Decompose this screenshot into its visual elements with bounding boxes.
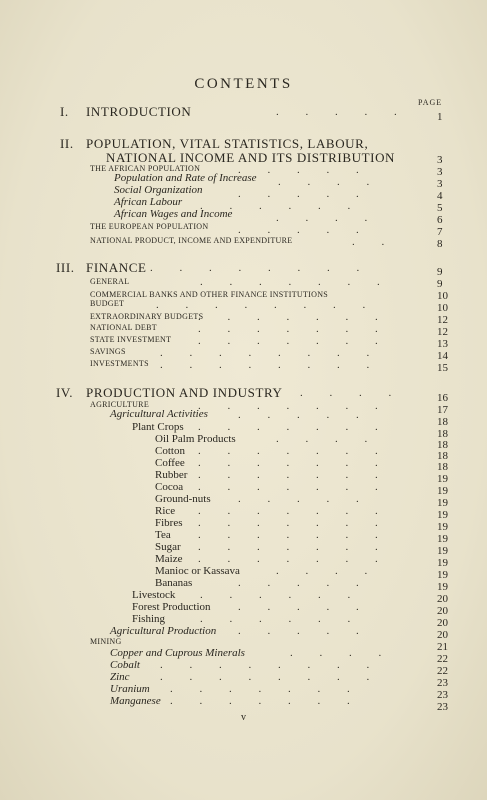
leader-dots: . . . . bbox=[290, 647, 394, 659]
leader-dots: . . . . . . . . bbox=[160, 359, 382, 371]
leader-dots: . . . . . . . bbox=[198, 469, 390, 481]
toc-entry: BUDGET bbox=[90, 299, 125, 308]
page-number: 12 bbox=[437, 314, 448, 326]
page-number: 19 bbox=[437, 545, 448, 557]
leader-dots: . . . . . . . bbox=[198, 529, 390, 541]
toc-entry: Uranium bbox=[110, 683, 150, 695]
toc-entry: THE EUROPEAN POPULATION bbox=[90, 222, 209, 231]
toc-entry: Plant Crops bbox=[132, 421, 184, 433]
toc-entry: Agricultural Activities bbox=[110, 408, 208, 420]
toc-entry: Ground-nuts bbox=[155, 493, 211, 505]
page-number: 20 bbox=[437, 617, 448, 629]
contents-title: CONTENTS bbox=[194, 76, 293, 92]
toc-entry: Coffee bbox=[155, 457, 185, 469]
leader-dots: . . . . bbox=[276, 433, 380, 445]
toc-entry: Manganese bbox=[110, 695, 161, 707]
page-number: 22 bbox=[437, 653, 448, 665]
page-number: 18 bbox=[437, 450, 448, 462]
toc-entry: Livestock bbox=[132, 589, 176, 601]
page-number: 5 bbox=[437, 202, 443, 214]
toc-entry: COMMERCIAL BANKS AND OTHER FINANCE INSTITUTIONS bbox=[90, 290, 329, 299]
toc-entry: Population and Rate of Increase bbox=[114, 172, 257, 184]
page-number: 10 bbox=[437, 302, 448, 314]
page-number: 22 bbox=[437, 665, 448, 677]
toc-entry: Maize bbox=[155, 553, 183, 565]
toc-entry: Agricultural Production bbox=[110, 625, 217, 637]
toc-entry: Oil Palm Products bbox=[155, 433, 236, 445]
toc-entry: AGRICULTURE bbox=[90, 400, 150, 409]
toc-entry: Fishing bbox=[132, 613, 166, 625]
page-number: 18 bbox=[437, 439, 448, 451]
leader-dots: . . . . . bbox=[238, 409, 371, 421]
leader-dots: . . . . . . . bbox=[198, 335, 390, 347]
leader-dots: . . . . . bbox=[238, 601, 371, 613]
section-title-line2: NATIONAL INCOME AND ITS DISTRIBUTION bbox=[106, 150, 396, 165]
section-title: POPULATION, VITAL STATISTICS, LABOUR, bbox=[86, 136, 369, 151]
toc-entry: Forest Production bbox=[132, 601, 211, 613]
leader-dots: . . . . . . . . bbox=[160, 659, 382, 671]
page-number: 4 bbox=[437, 190, 443, 202]
leader-dots: . . . . . . . . bbox=[160, 347, 382, 359]
leader-dots: . . . . . bbox=[238, 577, 371, 589]
page-number: 20 bbox=[437, 629, 448, 641]
page-number: 19 bbox=[437, 569, 448, 581]
leader-dots: . . . . . . bbox=[200, 613, 363, 625]
leader-dots: . . . . . . . bbox=[198, 505, 390, 517]
page-number: 23 bbox=[437, 701, 448, 713]
toc-entry: NATIONAL DEBT bbox=[90, 323, 157, 332]
page-number: 19 bbox=[437, 521, 448, 533]
page-number: 15 bbox=[437, 362, 448, 374]
toc-entry: INVESTMENTS bbox=[90, 359, 149, 368]
leader-dots: . . . . . . bbox=[200, 589, 363, 601]
page-number: 18 bbox=[437, 461, 448, 473]
toc-entry: Manioc or Kassava bbox=[155, 565, 240, 577]
leader-dots: . . . . . . bbox=[200, 200, 363, 212]
section-numeral: II. bbox=[60, 136, 74, 151]
leader-dots: . . bbox=[352, 236, 397, 248]
page-number: 16 bbox=[437, 392, 448, 404]
toc-entry: SAVINGS bbox=[90, 347, 126, 356]
page-number: 20 bbox=[437, 605, 448, 617]
page-number: 19 bbox=[437, 581, 448, 593]
page-number: 19 bbox=[437, 473, 448, 485]
leader-dots: . . . . bbox=[276, 212, 380, 224]
page-number: 19 bbox=[437, 533, 448, 545]
leader-dots: . . . . . bbox=[238, 493, 371, 505]
page-number: 19 bbox=[437, 509, 448, 521]
page-number: 23 bbox=[437, 689, 448, 701]
page-number: 14 bbox=[437, 350, 448, 362]
page-number: 9 bbox=[437, 266, 443, 278]
leader-dots: . . . . . bbox=[238, 625, 371, 637]
toc-entry: African Wages and Income bbox=[114, 208, 233, 220]
leader-dots: . . . . . . . bbox=[170, 695, 362, 707]
toc-entry: African Labour bbox=[114, 196, 183, 208]
section-title: PRODUCTION AND INDUSTRY bbox=[86, 385, 283, 400]
toc-entry: Sugar bbox=[155, 541, 181, 553]
leader-dots: . . . . . . . bbox=[170, 683, 362, 695]
page-number: 3 bbox=[437, 178, 443, 190]
page-number: 6 bbox=[437, 214, 443, 226]
toc-entry: Cotton bbox=[155, 445, 185, 457]
page-number: 12 bbox=[437, 326, 448, 338]
leader-dots: . . . . . . . bbox=[198, 457, 390, 469]
leader-dots: . . . . bbox=[278, 176, 382, 188]
toc-entry: Cobalt bbox=[110, 659, 140, 671]
page-number: 3 bbox=[437, 166, 443, 178]
leader-dots: . . . . . . . . bbox=[160, 671, 382, 683]
leader-dots: . . . . . . . bbox=[200, 276, 392, 288]
toc-entry: GENERAL bbox=[90, 277, 130, 286]
leader-dots: . . . . . . . bbox=[198, 553, 390, 565]
toc-entry: Fibres bbox=[155, 517, 183, 529]
leader-dots: . . . . . . . bbox=[198, 421, 390, 433]
leader-dots: . . . . . . . bbox=[198, 541, 390, 553]
toc-entry: Zinc bbox=[110, 671, 130, 683]
page-number: 7 bbox=[437, 226, 443, 238]
leader-dots: . . . . . bbox=[276, 106, 409, 118]
page-number: 18 bbox=[437, 416, 448, 428]
page-number: 13 bbox=[437, 338, 448, 350]
page-number: 3 bbox=[437, 154, 443, 166]
page-number: 17 bbox=[437, 404, 448, 416]
toc-entry: Bananas bbox=[155, 577, 193, 589]
leader-dots: . . . . . . . bbox=[198, 323, 390, 335]
page-number: 8 bbox=[437, 238, 443, 250]
toc-entry: Tea bbox=[155, 529, 171, 541]
toc-entry: Copper and Cuprous Minerals bbox=[110, 647, 245, 659]
leader-dots: . . . . . bbox=[238, 164, 371, 176]
toc-entry: STATE INVESTMENT bbox=[90, 335, 172, 344]
leader-dots: . . . . . . . . bbox=[156, 299, 378, 311]
leader-dots: . . . . bbox=[276, 565, 380, 577]
leader-dots: . . . . . . . bbox=[198, 481, 390, 493]
toc-entry: THE AFRICAN POPULATION bbox=[90, 164, 201, 173]
page-number: 23 bbox=[437, 677, 448, 689]
toc-entry: EXTRAORDINARY BUDGETS bbox=[90, 312, 204, 321]
section-numeral: I. bbox=[60, 104, 69, 119]
page-number: 18 bbox=[437, 428, 448, 440]
page-number: 1 bbox=[437, 111, 443, 123]
page-folio: v bbox=[241, 712, 246, 723]
page-number: 9 bbox=[437, 278, 443, 290]
section-numeral: III. bbox=[56, 260, 75, 275]
page-column-header: PAGE bbox=[418, 98, 443, 107]
leader-dots: . . . . . bbox=[238, 188, 371, 200]
toc-entry: MINING bbox=[90, 637, 122, 646]
page-number: 19 bbox=[437, 485, 448, 497]
page-number: 20 bbox=[437, 593, 448, 605]
toc-entry: Social Organization bbox=[114, 184, 203, 196]
page-number: 19 bbox=[437, 557, 448, 569]
leader-dots: . . . . . . . bbox=[198, 445, 390, 457]
page-number: 21 bbox=[437, 641, 448, 653]
page-number: 19 bbox=[437, 497, 448, 509]
toc-entry: NATIONAL PRODUCT, INCOME AND EXPENDITURE bbox=[90, 236, 293, 245]
toc-entry: Rubber bbox=[155, 469, 188, 481]
leader-dots: . . . . . . . bbox=[198, 400, 390, 412]
leader-dots: . . . . . . . . bbox=[150, 262, 372, 274]
page-number: 10 bbox=[437, 290, 448, 302]
section-title: INTRODUCTION bbox=[86, 104, 192, 119]
leader-dots: . . . . . . . bbox=[198, 311, 390, 323]
section-title: FINANCE bbox=[86, 260, 147, 275]
leader-dots: . . . . bbox=[300, 387, 404, 399]
toc-entry: Cocoa bbox=[155, 481, 184, 493]
section-numeral: IV. bbox=[56, 385, 74, 400]
toc-entry: Rice bbox=[155, 505, 176, 517]
leader-dots: . . . . . . . bbox=[198, 517, 390, 529]
leader-dots: . . . . . bbox=[238, 224, 371, 236]
